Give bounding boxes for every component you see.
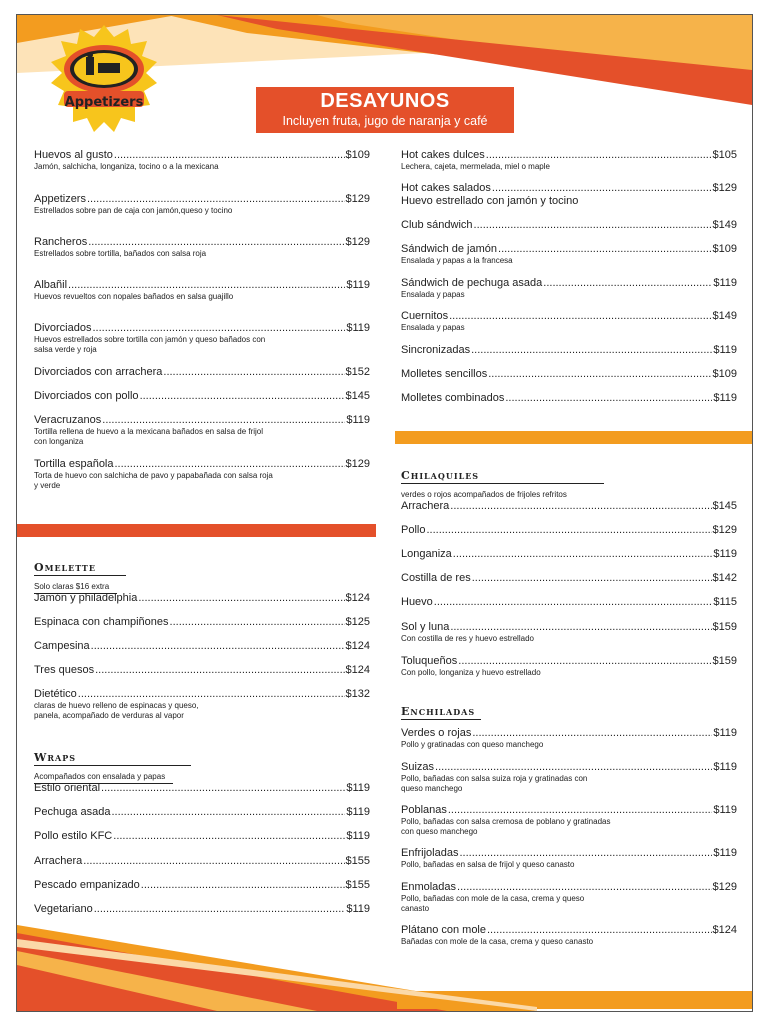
list-item: Huevo ..... $115 xyxy=(401,596,737,609)
list-item: Toluqueños ..... $159 Con pollo, longaniza y huevo estrellado xyxy=(401,655,737,678)
list-item: Dietético ..... $132 claras de huevo relleno de espinacas y queso, panela, acompañado de verduras al vapor xyxy=(34,688,370,721)
logo-text: Appetizers xyxy=(64,95,144,110)
appetizers-logo xyxy=(35,23,173,135)
list-item: Plátano con mole ..... $124 Bañadas con mole de la casa, crema y queso canasto xyxy=(401,924,737,947)
page-subtitle: Incluyen fruta, jugo de naranja y café xyxy=(282,114,488,128)
list-item: Poblanas ..... $119 Pollo, bañadas con salsa cremosa de poblano y gratinadas con queso manchego xyxy=(401,804,737,837)
list-item: Divorciados con pollo ..... $145 xyxy=(34,390,370,403)
list-item: Club sándwich ..... $149 xyxy=(401,219,737,232)
list-item: Sincronizadas ..... $119 xyxy=(401,344,737,357)
list-item: Pollo estilo KFC ..... $119 xyxy=(34,830,370,843)
omelette-section-header xyxy=(34,558,126,594)
omelette-title: Omelette xyxy=(34,561,126,576)
chilaquiles-section-header xyxy=(401,466,604,502)
list-item: Molletes sencillos ..... $109 xyxy=(401,368,737,381)
list-item: Verdes o rojas ..... $119 Pollo y gratinadas con queso manchego xyxy=(401,727,737,750)
list-item: Sándwich de jamón ..... $109 Ensalada y papas a la francesa xyxy=(401,243,737,266)
enchiladas-title: Enchiladas xyxy=(401,705,481,720)
wraps-title: Wraps xyxy=(34,751,191,766)
list-item: Longaniza ..... $119 xyxy=(401,548,737,561)
list-item: Estilo oriental ..... $119 xyxy=(34,782,370,795)
list-item: Arrachera ..... $145 xyxy=(401,500,737,513)
list-item: Hot cakes dulces ..... $105 Lechera, cajeta, mermelada, miel o maple xyxy=(401,149,737,172)
list-item: Cuernitos ..... $149 Ensalada y papas xyxy=(401,310,737,333)
section-title-box xyxy=(256,87,514,133)
list-item: Tres quesos ..... $124 xyxy=(34,664,370,677)
list-item: Espinaca con champiñones ..... $125 xyxy=(34,616,370,629)
list-item: Sol y luna ..... $159 Con costilla de res y huevo estrellado xyxy=(401,621,737,644)
list-item: Hot cakes salados ..... $129 Huevo estrellado con jamón y tocino xyxy=(401,182,737,208)
list-item: Jamón y philadelphia ..... $124 xyxy=(34,592,370,605)
omelette-subtitle: Solo claras $16 extra xyxy=(34,582,117,594)
list-item: Divorciados ..... $119 Huevos estrellados sobre tortilla con jamón y queso bañados con salsa verde y roja xyxy=(34,322,370,355)
wraps-section-header xyxy=(34,748,191,784)
chilaquiles-title: Chilaquiles xyxy=(401,469,604,484)
list-item: Enmoladas ..... $129 Pollo, bañadas con mole de la casa, crema y queso canasto xyxy=(401,881,737,914)
list-item: Pollo ..... $129 xyxy=(401,524,737,537)
menu-page xyxy=(16,14,753,1012)
list-item: Albañil ..... $119 Huevos revueltos con nopales bañados en salsa guajillo xyxy=(34,279,370,302)
list-item: Veracruzanos ..... $119 Tortilla rellena de huevo a la mexicana bañados en salsa de frijol con longaniza xyxy=(34,414,370,447)
list-item: Enfrijoladas ..... $119 Pollo, bañadas en salsa de frijol y queso canasto xyxy=(401,847,737,870)
list-item: Pechuga asada ..... $119 xyxy=(34,806,370,819)
list-item: Costilla de res ..... $142 xyxy=(401,572,737,585)
list-item: Tortilla española ..... $129 Torta de huevo con salchicha de pavo y papabañada con salsa roja y verde xyxy=(34,458,370,491)
list-item: Appetizers ..... $129 Estrellados sobre pan de caja con jamón,queso y tocino xyxy=(34,193,370,216)
page-title: DESAYUNOS xyxy=(320,90,450,112)
list-item: Pescado empanizado ..... $155 xyxy=(34,879,370,892)
list-item: Huevos al gusto ..... $109 Jamón, salchicha, longaniza, tocino o a la mexicana xyxy=(34,149,370,172)
list-item: Divorciados con arrachera ..... $152 xyxy=(34,366,370,379)
list-item: Arrachera ..... $155 xyxy=(34,855,370,868)
list-item: Campesina ..... $124 xyxy=(34,640,370,653)
list-item: Rancheros ..... $129 Estrellados sobre tortilla, bañados con salsa roja xyxy=(34,236,370,259)
right-divider-bar xyxy=(395,431,752,444)
enchiladas-section-header xyxy=(401,702,481,720)
chilaquiles-subtitle: verdes o rojos acompañados de frijoles refritos xyxy=(401,490,567,499)
left-divider-bar xyxy=(17,524,376,537)
list-item: Suizas ..... $119 Pollo, bañadas con salsa suiza roja y gratinadas con queso manchego xyxy=(401,761,737,794)
list-item: Vegetariano ..... $119 xyxy=(34,903,370,916)
list-item: Sándwich de pechuga asada ..... $119 Ensalada y papas xyxy=(401,277,737,300)
wraps-subtitle: Acompañados con ensalada y papas xyxy=(34,772,173,784)
list-item: Molletes combinados ..... $119 xyxy=(401,392,737,405)
